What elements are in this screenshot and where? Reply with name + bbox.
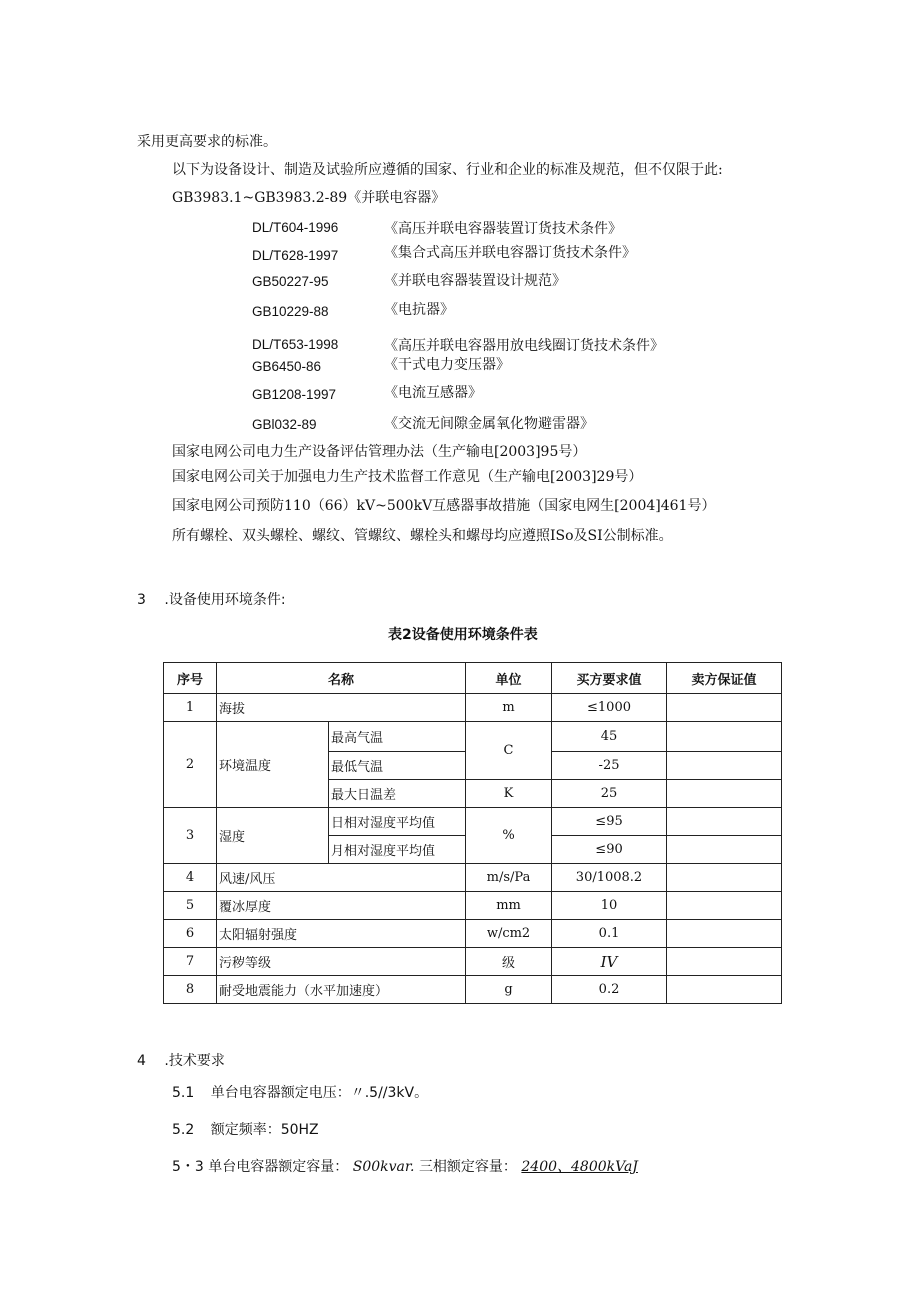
standard-code: GB50227-95 — [252, 274, 329, 289]
regulation-line: 国家电网公司预防110（66）kV~500kV互感器事故措施（国家电网生[2004]461号） — [172, 498, 716, 514]
cell-seller-value[interactable] — [667, 752, 782, 780]
standard-code: DL/T653-1998 — [252, 337, 339, 352]
standard-code: GB10229-88 — [252, 304, 329, 319]
environment-conditions-table — [163, 662, 782, 1004]
cell-unit: g — [466, 976, 552, 1004]
standard-title: 《干式电力变压器》 — [384, 357, 510, 373]
item-value-single: S00kvar. — [352, 1159, 415, 1175]
cell-name: 覆冰厚度 — [217, 892, 466, 920]
cell-name: 风速/风压 — [217, 864, 466, 892]
cell-buyer-value: ≤1000 — [552, 694, 667, 722]
cell-buyer-value: 25 — [552, 780, 667, 808]
cell-seller-value[interactable] — [667, 780, 782, 808]
table-row — [164, 694, 782, 722]
cell-unit: K — [466, 780, 552, 808]
standard-title: 《高压并联电容器用放电线圈订货技术条件》 — [384, 338, 664, 354]
standard-code: GB1208-1997 — [252, 387, 337, 402]
header-no: 序号 — [164, 663, 217, 694]
table-row — [164, 976, 782, 1004]
section-3-title: .设备使用环境条件: — [164, 592, 286, 608]
intro-line-1: 采用更高要求的标准。 — [137, 134, 277, 150]
section-4-heading — [137, 1052, 225, 1070]
table-row — [164, 864, 782, 892]
table-row — [164, 948, 782, 976]
cell-seller-value[interactable] — [667, 892, 782, 920]
item-label: 单台电容器额定容量： — [208, 1159, 349, 1175]
item-number: 5.1 — [172, 1085, 195, 1101]
cell-subname: 最低气温 — [329, 752, 466, 780]
cell-subname: 最大日温差 — [329, 780, 466, 808]
standard-title: 《高压并联电容器装置订货技术条件》 — [384, 221, 622, 237]
cell-seller-value[interactable] — [667, 864, 782, 892]
section-3-heading — [137, 591, 286, 609]
section-4-number: 4 — [137, 1053, 146, 1069]
tech-item-5-3 — [172, 1158, 638, 1176]
table-caption: 表2设备使用环境条件表 — [388, 627, 538, 643]
cell-seller-value[interactable] — [667, 976, 782, 1004]
cell-buyer-value: ≤95 — [552, 808, 667, 836]
cell-seller-value[interactable] — [667, 722, 782, 752]
cell-buyer-value: 0.2 — [552, 976, 667, 1004]
cell-buyer-value: 30/1008.2 — [552, 864, 667, 892]
standard-code: DL/T628-1997 — [252, 248, 339, 263]
cell-name: 污秽等级 — [217, 948, 466, 976]
header-seller-value: 卖方保证值 — [667, 663, 782, 694]
cell-unit: 级 — [466, 948, 552, 976]
header-buyer-value: 买方要求值 — [552, 663, 667, 694]
cell-name: 耐受地震能力（水平加速度） — [217, 976, 466, 1004]
cell-unit: m/s/Pa — [466, 864, 552, 892]
cell-no: 8 — [164, 976, 217, 1004]
cell-no: 5 — [164, 892, 217, 920]
cell-name: 环境温度 — [217, 722, 329, 808]
intro-line-2: 以下为设备设计、制造及试验所应遵循的国家、行业和企业的标准及规范，但不仅限于此: — [172, 162, 723, 178]
cell-buyer-value: ≤90 — [552, 836, 667, 864]
item-text: 额定频率：50HZ — [210, 1122, 319, 1138]
cell-seller-value[interactable] — [667, 948, 782, 976]
cell-unit: C — [466, 722, 552, 780]
cell-subname: 最高气温 — [329, 722, 466, 752]
cell-name: 湿度 — [217, 808, 329, 864]
cell-seller-value[interactable] — [667, 808, 782, 836]
cell-unit: % — [466, 808, 552, 864]
cell-name: 海拔 — [217, 694, 466, 722]
cell-buyer-value: -25 — [552, 752, 667, 780]
cell-subname: 月相对湿度平均值 — [329, 836, 466, 864]
standard-code: GB6450-86 — [252, 359, 322, 374]
standard-title: 《集合式高压并联电容器订货技术条件》 — [384, 245, 636, 261]
table-row — [164, 722, 782, 752]
regulation-line: 所有螺栓、双头螺栓、螺纹、管螺纹、螺栓头和螺母均应遵照ISo及SI公制标准。 — [172, 528, 673, 544]
item-label-three-phase: 三相额定容量： — [418, 1159, 517, 1175]
cell-no: 4 — [164, 864, 217, 892]
header-unit: 单位 — [466, 663, 552, 694]
cell-name: 太阳辐射强度 — [217, 920, 466, 948]
standard-code: DL/T604-1996 — [252, 220, 339, 235]
cell-unit: mm — [466, 892, 552, 920]
table-row — [164, 920, 782, 948]
table-row — [164, 808, 782, 836]
regulation-line: 国家电网公司电力生产设备评估管理办法（生产输电[2003]95号） — [172, 444, 587, 460]
cell-seller-value[interactable] — [667, 920, 782, 948]
item-text: 单台电容器额定电压：〃.5//3kV。 — [210, 1085, 429, 1101]
standard-code: GBl032-89 — [252, 417, 317, 432]
item-number: 5.2 — [172, 1122, 195, 1138]
item-number: 5・3 — [172, 1159, 204, 1175]
cell-buyer-value: 45 — [552, 722, 667, 752]
section-3-number: 3 — [137, 592, 146, 608]
section-4-title: .技术要求 — [164, 1053, 225, 1069]
cell-no: 2 — [164, 722, 217, 808]
cell-no: 3 — [164, 808, 217, 864]
regulation-line: 国家电网公司关于加强电力生产技术监督工作意见（生产输电[2003]29号） — [172, 469, 643, 485]
standard-title: 《电流互感器》 — [384, 385, 482, 401]
tech-item-5-1 — [172, 1084, 428, 1102]
cell-no: 1 — [164, 694, 217, 722]
cell-unit: w/cm2 — [466, 920, 552, 948]
cell-seller-value[interactable] — [667, 694, 782, 722]
table-header-row — [164, 663, 782, 694]
cell-seller-value[interactable] — [667, 836, 782, 864]
tech-item-5-2 — [172, 1121, 319, 1139]
standard-title: 《交流无间隙金属氧化物避雷器》 — [384, 416, 594, 432]
header-name: 名称 — [217, 663, 466, 694]
table-row — [164, 892, 782, 920]
item-value-three-phase: 2400、4800kVaJ — [521, 1159, 638, 1175]
cell-unit: m — [466, 694, 552, 722]
cell-buyer-value: IV — [552, 948, 667, 976]
intro-line-3: GB3983.1~GB3983.2-89《并联电容器》 — [172, 190, 446, 206]
cell-buyer-value: 10 — [552, 892, 667, 920]
standard-title: 《并联电容器装置设计规范》 — [384, 273, 566, 289]
cell-subname: 日相对湿度平均值 — [329, 808, 466, 836]
cell-no: 7 — [164, 948, 217, 976]
standard-title: 《电抗器》 — [384, 302, 454, 318]
cell-no: 6 — [164, 920, 217, 948]
cell-buyer-value: 0.1 — [552, 920, 667, 948]
